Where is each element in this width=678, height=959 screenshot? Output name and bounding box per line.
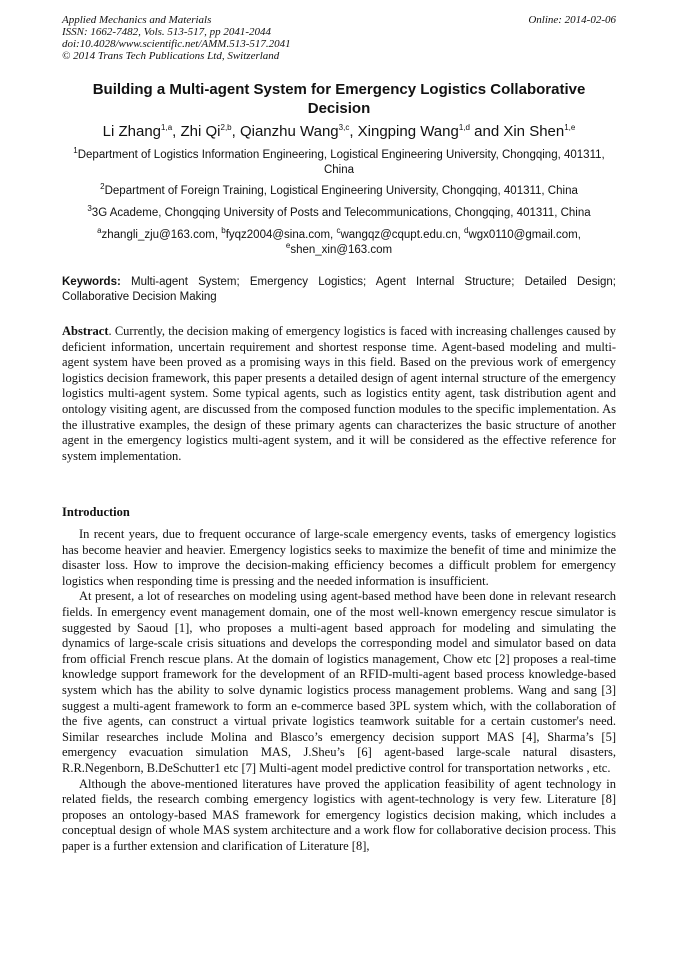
author-list: Li Zhang$^{1,a}$, Zhi Qi$^{2,b}$, Qianzhu Wang$^{3,c}$, Xingping Wang$^{1,d}$ and Xin Shen$^{1,e}$ [102, 123, 576, 140]
email-link[interactable]: zhangli_zju@163.com, [101, 229, 222, 241]
journal-issn: ISSN: 1662-7482, Vols. 513-517, pp 2041-2044 [62, 26, 271, 38]
email-link[interactable]: wangqz@cqupt.edu.cn, [340, 229, 465, 241]
keywords [62, 275, 616, 305]
email-link[interactable]: fyqz2004@sina.com, [225, 229, 337, 241]
introduction-body [62, 527, 616, 854]
journal-name: Applied Mechanics and Materials [62, 14, 212, 26]
affiliation-1: $^1$Department of Logistics Information Engineering, Logistical Engineering University, Chongqing, 401311, China [73, 146, 605, 176]
abstract-label: Abstract [62, 324, 109, 338]
keywords-label: Keywords: [62, 276, 121, 288]
paragraph: At present, a lot of researches on modeling using agent-based method have been done in relevant research fields. In emergency event management domain, one of the most well-known emergency rescue simulator is suggested by Saoud [1], who proposes a multi-agent based approach for modeling and simulating the dynamics of large-scale crisis situations and develops the corresponding model and simulator based on data from official French rescue plans. At the domain of logistics management, Chow etc [2] proposes a real-time knowledge support framework for the development of an RFID-multi-agent based process knowledge-based system which has the ability to solve dynamic logistics process management problems. Wang and sang [3] suggest a multi-agent framework to form an e-commerce based 3PL system which, with the collaboration of the five agents, can construct a virtual private logistics teamwork suitable for a certain customer's need. Similar researches include Molina and Blasco’s emergency decision support MAS [4], Sharma’s [5] emergency evacuation simulation MAS, J.Sheu’s [6] agent-based large-scale natural disasters, R.R.Negenborn, B.DeSchutter1 etc [7] Multi-agent model predictive control for transportation networks , etc. [62, 589, 616, 775]
affiliation-2: $^2$Department of Foreign Training, Logistical Engineering University, Chongqing, 401311, China [100, 182, 578, 197]
author: Xingping Wang$^{1,d}$ [357, 123, 470, 140]
email-link[interactable]: wgx0110@gmail.com, [468, 229, 581, 241]
journal-doi: doi:10.4028/www.scientific.net/AMM.513-517.2041 [62, 38, 291, 50]
abstract [62, 324, 616, 464]
journal-info [62, 14, 291, 62]
title-line-1: Building a Multi-agent System for Emergency Logistics Collaborative [92, 81, 586, 98]
author: Xin Shen$^{1,e}$ [503, 123, 576, 140]
online-date: Online: 2014-02-06 [528, 14, 616, 26]
abstract-text: . Currently, the decision making of emergency logistics is faced with increasing challenges caused by deficient information, uncertain requirement and shortest response time. Agent-based modeling and multi-agent system have been proved as a promising ways in this field. Based on the previous work of emergency logistics decision framework, this paper presents a detailed design of agent internal structure of the emergency logistics multi-agent system. Some typical agents, such as logistics entity agent, task distribution agent and ontology visiting agent, are discussed from the composed function modules to the specific implementation. As the illustrative examples, the design of these primary agents can characterizes the basic structure of another agent in the emergency logistics multi-agent system, and it will be considered as the effective reference for system implementation. [62, 324, 616, 463]
email-link[interactable]: shen_xin@163.com [290, 244, 393, 256]
journal-copyright: © 2014 Trans Tech Publications Ltd, Switzerland [62, 50, 280, 62]
keywords-text: Multi-agent System; Emergency Logistics; Agent Internal Structure; Detailed Design; Collaborative Decision Making [62, 276, 616, 303]
author: Zhi Qi$^{2,b}$ [180, 123, 232, 140]
author: Li Zhang$^{1,a}$ [102, 123, 173, 140]
title-line-2: Decision [307, 100, 371, 117]
paragraph: In recent years, due to frequent occurance of large-scale emergency events, tasks of emergency logistics has become heavier and heavier. Emergency logistics seeks to maximize the benefit of time and minimize the disaster loss. How to improve the decision-making efficiency becomes a difficult problem for emergency logistics when responding time is pressing and the needed information is insufficient. [62, 527, 616, 588]
section-heading-introduction: Introduction [62, 505, 130, 519]
paragraph: Although the above-mentioned literatures have proved the application feasibility of agent technology in related fields, the research combing emergency logistics with agent-technology is very few. Literature [8] proposes an ontology-based MAS framework for emergency logistics decision making, which includes a conceptual design of whole MAS system architecture and a work flow for collaborative decision process. This paper is a further extension and clarification of Literature [8], [62, 776, 616, 853]
author: Qianzhu Wang$^{3,c}$ [239, 123, 350, 140]
affiliation-3: $^3$3G Academe, Chongqing University of Posts and Telecommunications, Chongqing, 401311, China [87, 204, 591, 219]
email-list: $^a$zhangli_zju@163.com, $^b$fyqz2004@sina.com, $^c$wangqz@cqupt.edu.cn, $^d$wgx0110@gmail.com, $^e$shen_xin@163.com [97, 226, 581, 256]
paper-title [62, 80, 616, 118]
